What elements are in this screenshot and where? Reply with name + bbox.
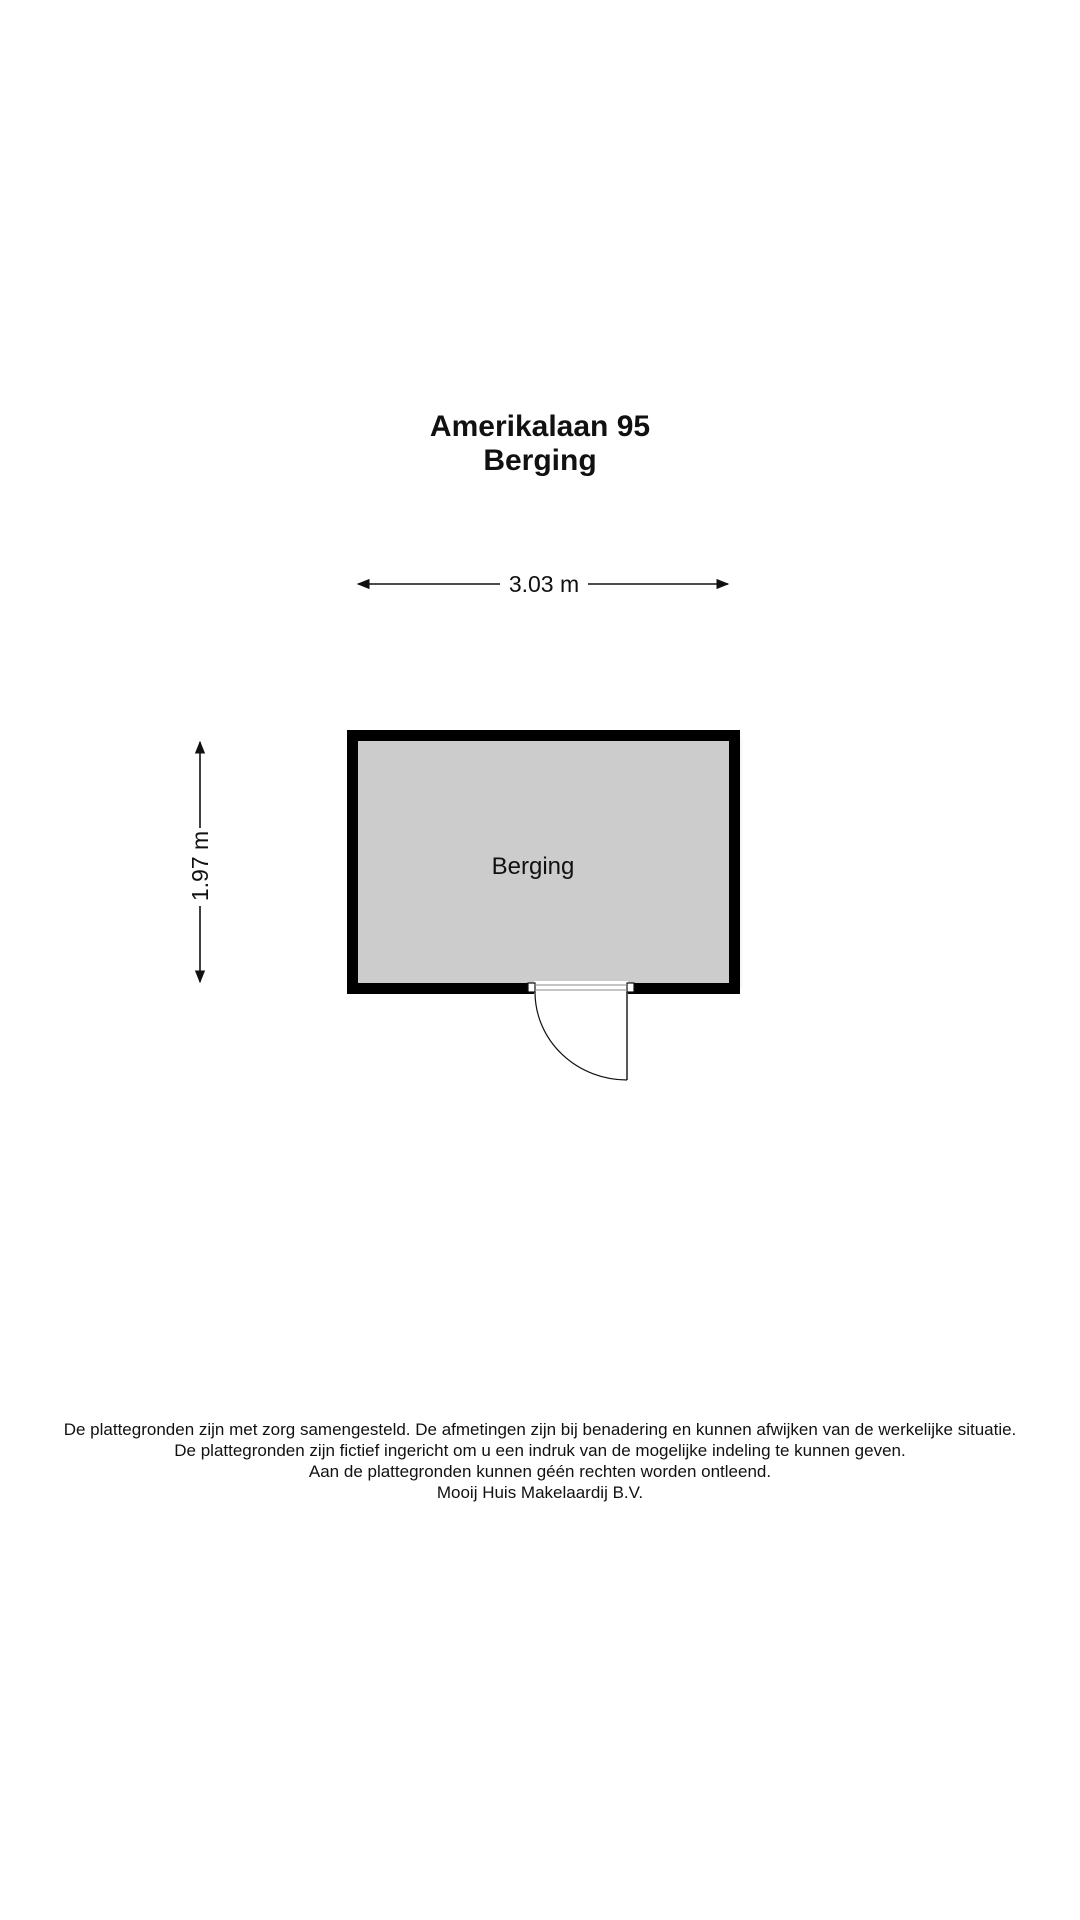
disclaimer-line-1: De plattegronden zijn met zorg samengesteld. De afmetingen zijn bij benadering en kunnen afwijken van de werkelijke situatie. xyxy=(63,1420,1017,1439)
floor-title: Berging xyxy=(483,444,597,477)
width-label: 3.03 m xyxy=(508,571,580,597)
depth-dimension xyxy=(187,742,213,982)
door-opening xyxy=(534,981,628,995)
disclaimer-line-4: Mooij Huis Makelaardij B.V. xyxy=(436,1483,644,1502)
address-title: Amerikalaan 95 xyxy=(429,410,651,443)
room-berging xyxy=(347,730,740,994)
width-dimension xyxy=(358,571,728,597)
disclaimer-line-3: Aan de plattegronden kunnen géén rechten worden ontleend. xyxy=(308,1462,772,1481)
room-label: Berging xyxy=(491,853,575,880)
depth-label: 1.97 m xyxy=(187,830,213,902)
door-swing-arc xyxy=(535,992,627,1080)
disclaimer-line-2: De plattegronden zijn fictief ingericht om u een indruk van de mogelijke indeling te kunnen geven. xyxy=(174,1441,906,1460)
door-jamb-right xyxy=(627,983,634,992)
door-jamb-left xyxy=(528,983,535,992)
disclaimer xyxy=(0,1419,1080,1503)
door xyxy=(528,981,634,1080)
